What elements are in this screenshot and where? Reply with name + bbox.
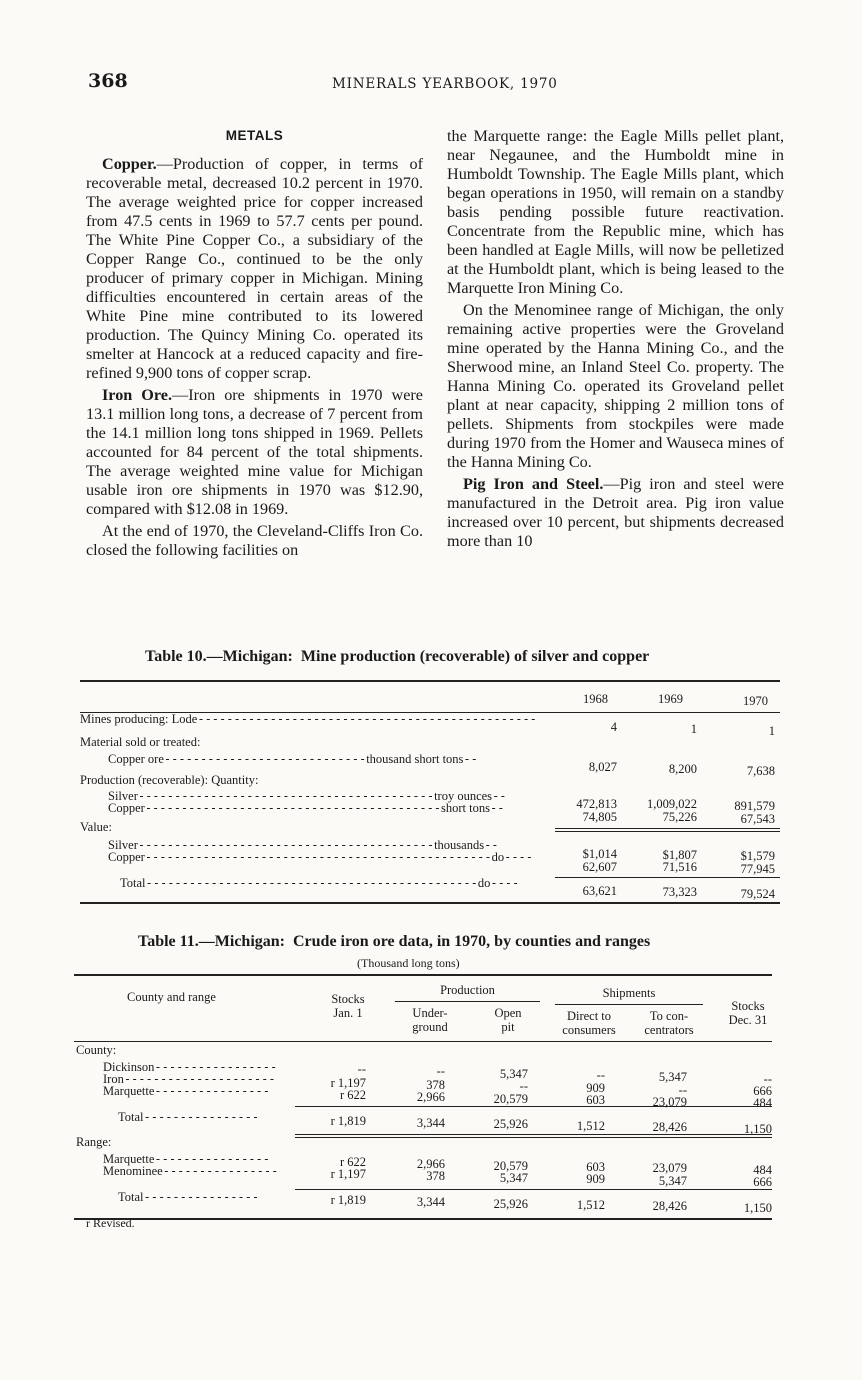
t11-row-label: Iron--------------------- (103, 1072, 276, 1086)
table10-title: Mine production (recoverable) of silver and copper (300, 648, 650, 665)
t11-cell: 23,079 (652, 1161, 687, 1175)
t10-row-label: Production (recoverable): Quantity: (80, 773, 259, 787)
t10-cell: 8,200 (668, 762, 697, 776)
t11-cell: 25,926 (493, 1197, 528, 1211)
t11-double-rule (295, 1137, 772, 1138)
t11-cell: 603 (586, 1160, 605, 1174)
page-number: 368 (88, 70, 128, 92)
t11-cell: 5,347 (658, 1174, 687, 1188)
t11-cell: 909 (586, 1172, 605, 1186)
paragraph-lead: Pig Iron and Steel. (463, 475, 604, 493)
table10-number: Table 10.—Michigan: (145, 648, 293, 665)
t11-cell: 5,347 (499, 1067, 528, 1081)
t11-header-open-pit: Open pit (494, 1006, 522, 1034)
t10-row-label: Value: (80, 820, 112, 834)
t10-row-label: Copper------------------------------------------------do---- (108, 850, 533, 864)
t10-cell: 4 (610, 720, 617, 734)
table11-footnote: r Revised. (86, 1216, 135, 1230)
paragraph-text: On the Menominee range of Michigan, the only remaining active properties were the Groveland mine operated by the Hanna Mining Co., and the Sherwood mine, an Inland Steel Co. property. The Hanna Mining Co. operated its Groveland pellet plant at near capacity, shipping 2 million tons of pellets. Shipments from stockpiles were made during 1970 from the Homer and Wauseca mines of the Hanna Mining Co. (447, 301, 784, 471)
table10-year-1970: 1970 (743, 694, 768, 708)
t11-cell: 5,347 (658, 1070, 687, 1084)
t11-cell: r 1,819 (330, 1114, 366, 1128)
t10-row-label: Silver-----------------------------------------troy ounces-- (108, 789, 507, 803)
table11-header-rule (74, 1041, 772, 1042)
cleveland-cliffs-paragraph (86, 522, 423, 560)
t11-double-rule (295, 1134, 772, 1135)
t11-cell: 3,344 (416, 1195, 445, 1209)
t11-row-label: Total---------------- (118, 1110, 260, 1124)
copper-paragraph (86, 155, 423, 383)
t11-cell: 1,150 (743, 1122, 772, 1136)
t11-header-production: Production (440, 983, 495, 997)
t11-cell: -- (763, 1072, 772, 1086)
t10-cell: 472,813 (576, 797, 617, 811)
t11-cell: r 622 (339, 1155, 366, 1169)
t10-cell: 77,945 (740, 862, 775, 876)
section-heading: METALS (225, 128, 284, 143)
t11-cell: -- (357, 1062, 366, 1076)
table10-year-1968: 1968 (583, 692, 608, 706)
t11-cell: 603 (586, 1093, 605, 1107)
t10-cell: 891,579 (734, 799, 775, 813)
t11-cell: -- (596, 1068, 605, 1082)
t10-cell: 75,226 (662, 810, 697, 824)
right-column (447, 127, 784, 551)
t10-cell: 71,516 (662, 860, 697, 874)
t11-cell: 484 (753, 1163, 772, 1177)
paragraph-text: At the end of 1970, the Cleveland-Cliffs Iron Co. closed the following facilities on (86, 522, 423, 559)
t10-cell: 67,543 (740, 812, 775, 826)
paragraph-text: the Marquette range: the Eagle Mills pellet plant, near Negaunee, and the Humboldt mine in Humboldt Township. The Eagle Mills plant, which began operations in 1950, will remain on a standby basis pending possible future reactivation. Concentrate from the Republic mine, which has been handled at Eagle Mills, will now be pelletized at the Humboldt plant, which is being leased to the Marquette Iron Mining Co. (447, 127, 784, 297)
t11-row-label: Dickinson----------------- (103, 1060, 278, 1074)
t10-value-rule (555, 831, 780, 832)
t11-production-rule (395, 1001, 540, 1002)
t10-cell: 1 (768, 724, 775, 738)
marquette-range-paragraph (447, 127, 784, 298)
t11-cell: 23,079 (652, 1095, 687, 1109)
menominee-range-paragraph (447, 301, 784, 472)
t11-cell: 20,579 (493, 1092, 528, 1106)
t10-cell: 7,638 (746, 764, 775, 778)
table11-bottom-rule (74, 1218, 772, 1220)
t11-cell: 20,579 (493, 1159, 528, 1173)
t11-cell: r 1,197 (330, 1167, 366, 1181)
t11-shipments-rule (555, 1004, 703, 1005)
table11-subtitle: (Thousand long tons) (357, 956, 460, 970)
pig-iron-paragraph (447, 475, 784, 551)
t11-header-concentrators: To con- centrators (644, 1009, 694, 1037)
table10-year-1969: 1969 (658, 692, 683, 706)
t10-cell: 1 (690, 722, 697, 736)
t11-cell: 666 (753, 1084, 772, 1098)
t11-cell: r 622 (339, 1088, 366, 1102)
t10-row-label: Copper-----------------------------------------short tons-- (108, 801, 505, 815)
paragraph-text: —Iron ore shipments in 1970 were 13.1 million long tons, a decrease of 7 percent from the 14.1 million long tons shipped in 1969. Pellets accounted for 84 percent of the total shipments. The average weighted mine value for Michigan usable iron ore shipments in 1970 was $12.90, compared with $12.08 in 1969. (86, 386, 423, 518)
t11-cell: 1,150 (743, 1201, 772, 1215)
t10-cell: 62,607 (582, 860, 617, 874)
t11-cell: 1,512 (576, 1198, 605, 1212)
t10-row-label: Copper ore----------------------------thousand short tons-- (108, 752, 478, 766)
t11-row-label: Marquette---------------- (103, 1084, 270, 1098)
paragraph-text: —Production of copper, in terms of recoverable metal, decreased 10.2 percent in 1970. The average weighted price for copper increased from 47.5 cents in 1969 to 57.7 cents per pound. The White Pine Copper Co., a subsidiary of the Copper Range Co., continued to be the only producer of primary copper in Michigan. Mining difficulties encountered in certain areas of the White Pine mine contributed to its lowered production. The Quincy Mining Co. operated its smelter at Hancock at a reduced capacity and fire-refined 9,900 tons of copper scrap. (86, 155, 423, 382)
table11-caption (138, 933, 650, 951)
t11-cell: 666 (753, 1175, 772, 1189)
t11-cell: 5,347 (499, 1171, 528, 1185)
t10-value-rule (555, 828, 780, 829)
table10-bottom-rule (80, 902, 780, 904)
t11-row-label: Menominee---------------- (103, 1164, 279, 1178)
iron-ore-paragraph (86, 386, 423, 519)
t11-header-underground: Under- ground (412, 1006, 448, 1034)
t11-cell: 378 (426, 1078, 445, 1092)
t11-cell: 3,344 (416, 1116, 445, 1130)
t11-header-county-range: County and range (127, 990, 216, 1004)
t11-cell: 28,426 (652, 1199, 687, 1213)
table11-title: Crude iron ore data, in 1970, by counties and ranges (292, 933, 651, 950)
t11-header-direct: Direct to consumers (562, 1009, 616, 1037)
t11-cell: 378 (426, 1169, 445, 1183)
t11-row-label: Marquette---------------- (103, 1152, 270, 1166)
t11-cell: 484 (753, 1096, 772, 1110)
t11-range-label: Range: (76, 1135, 112, 1149)
paragraph-lead: Copper. (102, 155, 157, 173)
running-title: MINERALS YEARBOOK, 1970 (332, 76, 558, 92)
t11-header-stocks-dec: Stocks Dec. 31 (728, 999, 768, 1027)
t11-cell: 2,966 (416, 1090, 445, 1104)
t10-cell: $1,579 (740, 849, 775, 863)
t10-row-label: Silver-----------------------------------------thousands-- (108, 838, 499, 852)
t10-cell: 8,027 (588, 760, 617, 774)
t11-cell: r 1,819 (330, 1193, 366, 1207)
t11-cell: 909 (586, 1081, 605, 1095)
t11-cell: -- (436, 1064, 445, 1078)
t11-header-stocks-jan: Stocks Jan. 1 (331, 992, 365, 1020)
t10-row-label: Total----------------------------------------------do---- (120, 876, 520, 890)
t10-cell: 1,009,022 (647, 797, 697, 811)
t11-range-total-rule (295, 1189, 772, 1190)
table11-top-rule (74, 974, 772, 976)
t11-cell: -- (678, 1083, 687, 1097)
t10-cell: 73,323 (662, 885, 697, 899)
t10-row-label: Material sold or treated: (80, 735, 201, 749)
t11-cell: 2,966 (416, 1157, 445, 1171)
t11-cell: r 1,197 (330, 1076, 366, 1090)
t11-cell: 1,512 (576, 1119, 605, 1133)
t10-cell: $1,014 (582, 847, 617, 861)
table11-number: Table 11.—Michigan: (138, 933, 285, 950)
left-column (86, 124, 423, 560)
t11-header-shipments: Shipments (602, 986, 656, 1000)
paragraph-lead: Iron Ore. (102, 386, 173, 404)
t10-row-label: Mines producing: Lode----------------------------------------------- (80, 712, 537, 726)
t10-total-rule (555, 877, 780, 878)
t11-cell: 28,426 (652, 1120, 687, 1134)
t11-county-total-rule (295, 1106, 772, 1107)
t11-county-label: County: (76, 1043, 117, 1057)
t10-cell: 79,524 (740, 887, 775, 901)
t10-cell: 74,805 (582, 810, 617, 824)
t11-cell: 25,926 (493, 1117, 528, 1131)
t11-cell: -- (519, 1079, 528, 1093)
table10-caption (145, 648, 649, 666)
t11-row-label: Total---------------- (118, 1190, 260, 1204)
t10-cell: 63,621 (582, 884, 617, 898)
t10-cell: $1,807 (662, 848, 697, 862)
table10-top-rule (80, 680, 780, 682)
paragraph-text: —Pig iron and steel were manufactured in the Detroit area. Pig iron value increased over 10 percent, but shipments decreased more than 10 (447, 475, 784, 550)
